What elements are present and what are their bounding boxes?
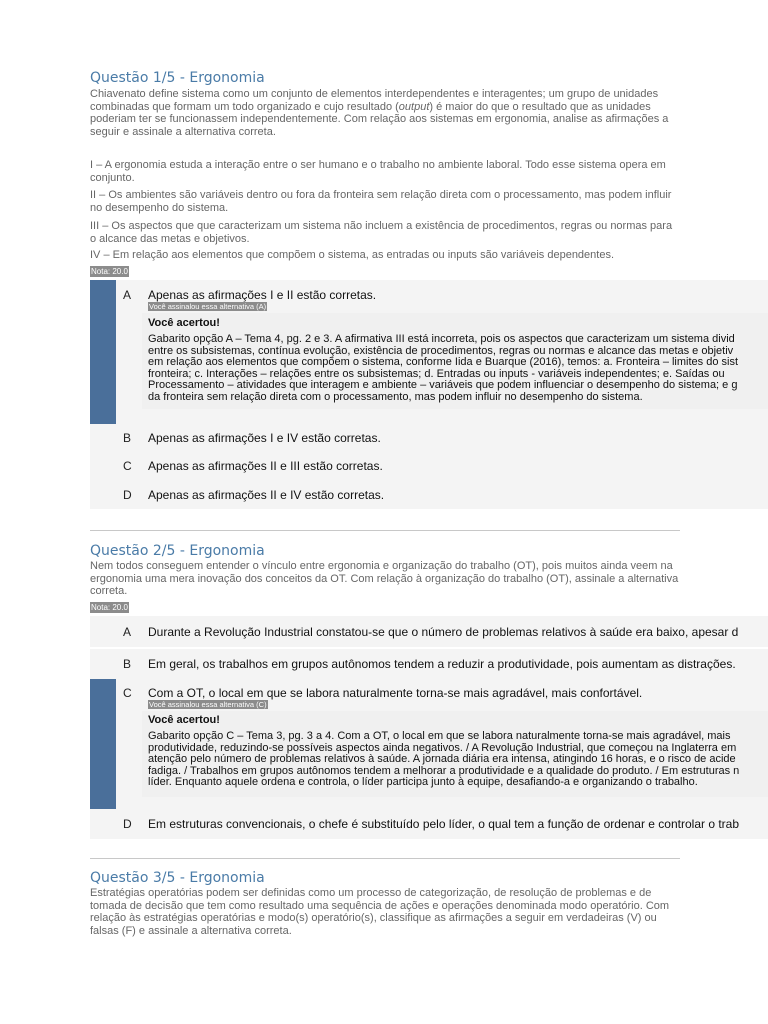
option-letter: A <box>123 288 132 302</box>
question-title: Questão 1/5 - Ergonomia <box>90 70 265 86</box>
divider <box>90 858 680 859</box>
selected-indicator <box>90 280 116 424</box>
option-letter: C <box>123 686 132 700</box>
option-text[interactable]: Com a OT, o local em que se labora naturalmente torna-se mais agradável, mais confortável. <box>148 686 643 700</box>
question-title: Questão 3/5 - Ergonomia <box>90 870 265 886</box>
option-text[interactable]: Durante a Revolução Industrial constatou-se que o número de problemas relativos à saúde era baixo, apesar d <box>148 625 739 639</box>
statement-emphasis: output <box>398 100 430 113</box>
score-badge: Nota: 20.0 <box>91 267 128 276</box>
option-letter: D <box>123 488 132 502</box>
result-label: Você acertou! <box>148 317 220 329</box>
marked-badge: Você assinalou essa alternativa (A) <box>149 302 267 311</box>
score-badge: Nota: 20.0 <box>91 603 128 612</box>
option-text[interactable]: Apenas as afirmações I e IV estão corretas. <box>148 431 381 445</box>
question-statement: Estratégias operatórias podem ser definidas como um processo de categorização, de resolução de problemas e de tomada de decisão que tem como resultado uma sequência de ações e operações denominada modo operatório. Com relação às estratégias operatórias e modo(s) operatório(s), classifique as afirmações a seguir em verdadeiras (V) ou falsas (F) e assinale a alternativa correta. <box>90 887 670 937</box>
result-label: Você acertou! <box>148 714 220 726</box>
statement-item: III – Os aspectos que que caracterizam um sistema não incluem a existência de procedimentos, regras ou normas para o alcance das metas e objetivos. <box>90 220 673 245</box>
question-title: Questão 2/5 - Ergonomia <box>90 543 265 559</box>
option-text[interactable]: Apenas as afirmações II e IV estão corretas. <box>148 488 385 502</box>
feedback-text: Gabarito opção C – Tema 3, pg. 3 a 4. Com a OT, o local em que se labora naturalmente torna-se mais agradável, mais produtividade, reduzindo-se possíveis aspectos ainda negativos. / A Revolução Industrial, que começou na Inglaterra em atenção pelo número de problemas relativos à saúde. A jornada diária era intensa, atingindo 16 horas, e o risco de acide fadiga. / Trabalhos em grupos autônomos tendem a melhorar a produtividade e a qualidade do produto. / Em estruturas n líder. Enquanto aquele ordena e controla, o líder participa junto à equipe, desafiando-a e organizando o trabalho. <box>148 731 740 789</box>
question-statement: Nem todos conseguem entender o vínculo entre ergonomia e organização do trabalho (OT), pois muitos ainda veem na ergonomia uma mera inovação dos conceitos da OT. Com relação à organização do trabalho (OT), assinale a alternativa correta. <box>90 560 679 598</box>
statement-item: II – Os ambientes são variáveis dentro ou fora da fronteira sem relação direta com o processamento, mas podem influir no desempenho do sistema. <box>90 189 672 214</box>
option-letter: B <box>123 431 132 445</box>
option-text[interactable]: Em estruturas convencionais, o chefe é substituído pelo líder, o qual tem a função de ordenar e controlar o trab <box>148 817 740 831</box>
question-statement <box>90 88 680 138</box>
option-text[interactable]: Em geral, os trabalhos em grupos autônomos tendem a reduzir a produtividade, pois aumentam as distrações. <box>148 657 736 671</box>
statement-item: I – A ergonomia estuda a interação entre o ser humano e o trabalho no ambiente laboral. Todo esse sistema opera em conjunto. <box>90 159 666 184</box>
option-letter: C <box>123 459 132 473</box>
option-text[interactable]: Apenas as afirmações II e III estão corretas. <box>148 459 383 473</box>
divider <box>90 530 680 531</box>
option-letter: B <box>123 657 132 671</box>
marked-badge: Você assinalou essa alternativa (C) <box>149 700 267 709</box>
statement-text: Chiavenato define sistema como um conjunto de elementos interdependentes e interagentes; um grupo de unidades combinadas que formam um todo organizado e cujo resultado ( <box>90 88 659 113</box>
statement-text: ) é maior do que o resultado que as unidades poderiam ter se funcionassem independentemente. Com relação aos sistemas em ergonomia, analise as afirmações a seguir e assinale a alternativa correta. <box>90 100 669 138</box>
statement-item: IV – Em relação aos elementos que compõem o sistema, as entradas ou inputs são variáveis dependentes. <box>90 249 615 261</box>
option-text[interactable]: Apenas as afirmações I e II estão corretas. <box>148 288 377 302</box>
feedback-text: Gabarito opção A – Tema 4, pg. 2 e 3. A afirmativa III está incorreta, pois os aspectos que caracterizam um sistema divid entre os subsistemas, contínua evolução, existência de procedimentos, regras ou normas e alcance das metas e objetiv em relação aos elementos que compõem o sistema, conforme Iida e Buarque (2016), temos: a. Fronteira – limites do sist fronteira; c. Interações – relações entre os subsistemas; d. Entradas ou inputs - variáveis independentes; e. Saídas ou Processamento – atividades que interagem e ambiente – variáveis que podem influenciar o desempenho do sistema; e g da fronteira sem relação direta com o processamento, mas podem influir no desempenho do sistema. <box>148 334 739 403</box>
option-letter: D <box>123 817 132 831</box>
option-letter: A <box>123 625 132 639</box>
selected-indicator <box>90 679 116 809</box>
